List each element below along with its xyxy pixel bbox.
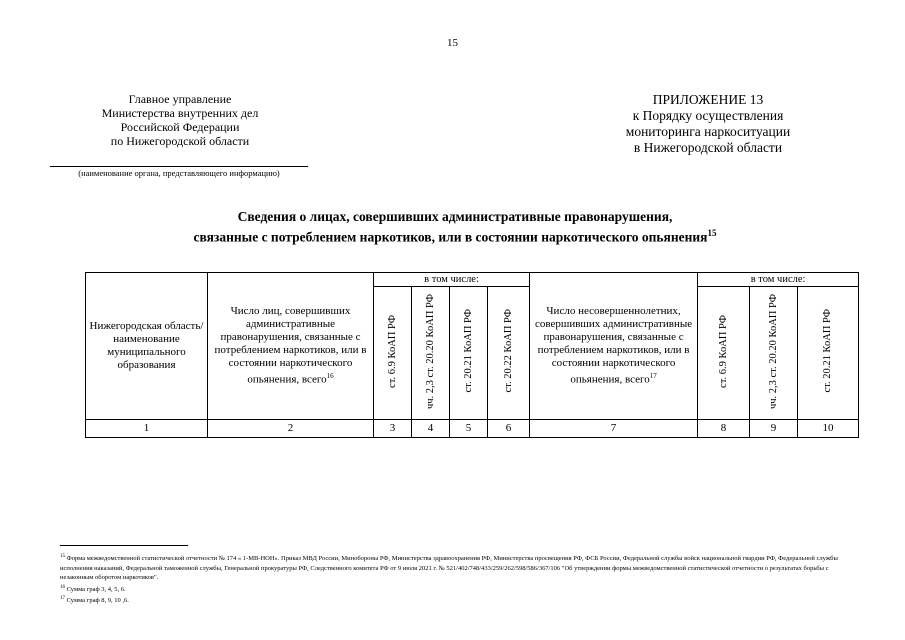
col-minors-header: Число несовершеннолетних, совершивших административные правонарушения, связанные с потреблением наркотиков, или в состоянии наркотического опьянения, всего$^{17}$ [530, 273, 698, 420]
footnote: $^{16}$ Сумма граф 3, 4, 5, 6. [60, 584, 126, 593]
footnote-separator [60, 545, 188, 546]
col-article-header: ст. 20.21 КоАП РФ [798, 287, 859, 420]
column-number: 4 [412, 420, 450, 438]
col-article-header: ст. 6.9 КоАП РФ [374, 287, 412, 420]
appendix-line: мониторинга наркоситуации [625, 124, 791, 139]
title-line-2: связанные с потреблением наркотиков, или в состоянии наркотического опьянения$^{15}$ [193, 228, 717, 245]
column-number: 3 [374, 420, 412, 438]
col-article-header: чч. 2,3 ст. 20.20 КоАП РФ [412, 287, 450, 420]
col-article-header: чч. 2,3 ст. 20.20 КоАП РФ [750, 287, 798, 420]
column-number-row [86, 420, 859, 438]
col-article-header: ст. 6.9 КоАП РФ [698, 287, 750, 420]
org-line: Министерства внутренних дел [101, 106, 259, 120]
org-line: Российской Федерации [120, 120, 240, 134]
report-table [85, 272, 859, 438]
column-number: 5 [450, 420, 488, 438]
appendix-line: в Нижегородской области [633, 140, 783, 155]
column-number: 7 [530, 420, 698, 438]
group2-header: в том числе: [698, 273, 859, 287]
column-number: 1 [86, 420, 208, 438]
document-title [80, 208, 830, 246]
col-article-header: ст. 20.21 КоАП РФ [450, 287, 488, 420]
col-article-header: ст. 20.22 КоАП РФ [488, 287, 530, 420]
org-caption: (наименование органа, представляющего информацию) [78, 168, 280, 178]
column-number: 6 [488, 420, 530, 438]
group1-header: в том числе: [374, 273, 530, 287]
appendix-header [598, 92, 818, 156]
column-number: 2 [208, 420, 374, 438]
organization-name [58, 92, 302, 148]
org-line: Главное управление [128, 92, 232, 106]
title-line-1: Сведения о лицах, совершивших административные правонарушения, [237, 209, 673, 224]
title-footnote-ref: 15 [707, 228, 717, 238]
org-line: по Нижегородской области [110, 134, 250, 148]
footnote: $^{15}$ Форма межведомственной статистической отчетности № 174 « 1-МВ-НОН». Приказ МВД России, Минобороны РФ, Министерства здравоохранения РФ, Министерства просвещения РФ, ФСБ России, Федеральной службы войск национальной гвардии РФ, Федеральной службы исполнения наказаний, Федеральной таможенной службы, Генеральной прокуратуры РФ, Следственного комитета РФ от 9 июля 2021 г. № 521/402/748/433/259/262/598/586/367/106 "Об утверждении формы межведомственной статистической отчетности о результатах борьбы с незаконным оборотом наркотиков". [60, 554, 838, 582]
appendix-line: ПРИЛОЖЕНИЕ 13 [652, 92, 764, 107]
col-total-header: Число лиц, совершивших административные правонарушения, связанные с потреблением наркотиков, или в состоянии наркотического опьянения, всего$^{16}$ [208, 273, 374, 420]
header-row-top [86, 273, 859, 287]
footnote: $^{17}$ Сумма граф 8, 9, 10 ,6. [60, 596, 129, 605]
column-number: 10 [798, 420, 859, 438]
page-number: 15 [447, 37, 458, 49]
col-region-header: Нижегородская область/ наименование муниципального образования [86, 273, 208, 420]
org-underline [50, 166, 308, 167]
appendix-line: к Порядку осуществления [632, 108, 784, 123]
column-number: 9 [750, 420, 798, 438]
column-number: 8 [698, 420, 750, 438]
footnotes [60, 552, 860, 606]
